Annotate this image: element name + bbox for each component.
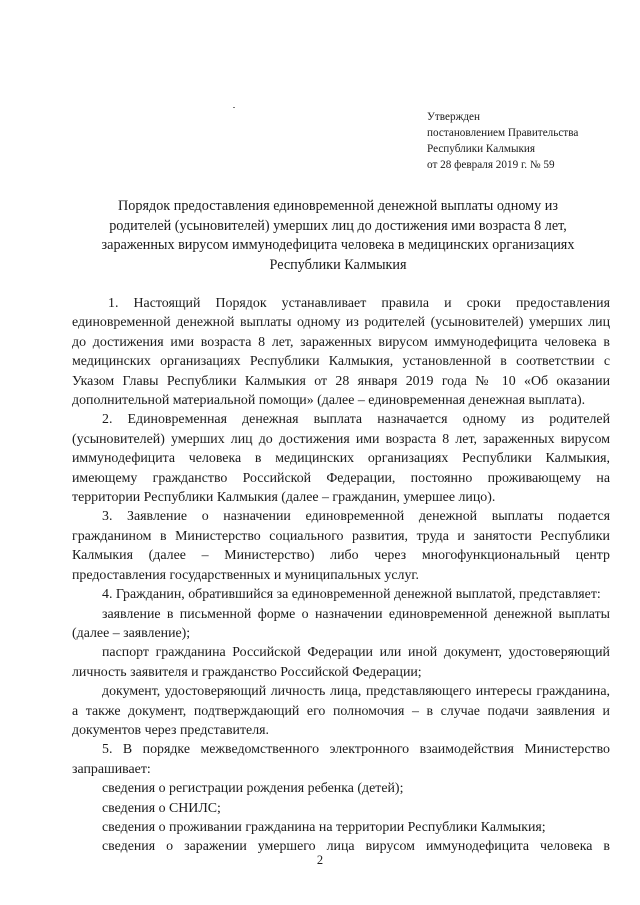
title-line: родителей (усыновителей) умерших лиц до достижения ими возраста 8 лет, xyxy=(109,217,567,234)
list-item-application: заявление в письменной форме о назначении единовременной денежной выплаты (далее – заявление); xyxy=(72,606,610,641)
page-number: 2 xyxy=(316,853,324,867)
paragraph-2: 2. Единовременная денежная выплата назначается одному из родителей (усыновителей) умерших лиц до достижения ими возраста 8 лет, зараженных вирусом иммунодефицита человека в медицинских организациях Республики Калмыкия, имеющему гражданство Российской Федерации, постоянно проживающему на территории Республики Калмыкия (далее – гражданин, умершее лицо). xyxy=(72,412,610,506)
title-line: зараженных вирусом иммунодефицита человека в медицинских организациях xyxy=(101,237,575,253)
list-item-representative-docs: документ, удостоверяющий личность лица, представляющего интересы гражданина, а также документ, подтверждающий его полномочия – в случае подачи заявления и документов через представителя. xyxy=(72,684,610,738)
approval-line: от 28 февраля 2019 г. № 59 xyxy=(427,159,555,171)
title-line: Порядок предоставления единовременной денежной выплаты одному из xyxy=(118,198,558,214)
approval-line: Республики Калмыкия xyxy=(427,143,536,155)
document-title xyxy=(70,197,606,275)
document-body xyxy=(72,294,610,857)
list-item-passport: паспорт гражданина Российской Федерации или иной документ, удостоверяющий личность заявителя и гражданство Российской Федерации; xyxy=(72,645,610,680)
list-item-infection: сведения о заражении умершего лица вирусом иммунодефицита человека в xyxy=(102,839,610,855)
paragraph-4: 4. Гражданин, обратившийся за единовременной денежной выплатой, представляет: xyxy=(102,587,601,603)
approval-line: постановлением Правительства xyxy=(427,127,579,139)
paragraph-5: 5. В порядке межведомственного электронного взаимодействия Министерство запрашивает: xyxy=(72,742,610,777)
paragraph-3: 3. Заявление о назначении единовременной денежной выплаты подается гражданином в Министерство социального развития, труда и занятости Республики Калмыкия (далее – Министерство) либо через многофункциональный центр предоставления государственных и муниципальных услуг. xyxy=(72,509,610,583)
paragraph-1: 1. Настоящий Порядок устанавливает правила и сроки предоставления единовременной денежной выплаты одному из родителей (усыновителей) умерших лиц до достижения ими возраста 8 лет, зараженных вирусом иммунодефицита человека в медицинских организациях Республики Калмыкия, установленной в соответствии с Указом Главы Республики Калмыкия от 28 января 2019 года № 10 «Об оказании дополнительной материальной помощи» (далее – единовременная денежная выплата). xyxy=(72,296,610,409)
title-line: Республики Калмыкия xyxy=(269,256,407,273)
approval-stamp-text xyxy=(427,109,627,173)
approval-line: Утвержден xyxy=(427,111,480,123)
scan-speck xyxy=(233,107,235,108)
list-item-birth-registration: сведения о регистрации рождения ребенка (детей); xyxy=(102,781,404,797)
list-item-residence: сведения о проживании гражданина на территории Республики Калмыкия; xyxy=(102,819,546,835)
list-item-snils: сведения о СНИЛС; xyxy=(102,800,221,816)
